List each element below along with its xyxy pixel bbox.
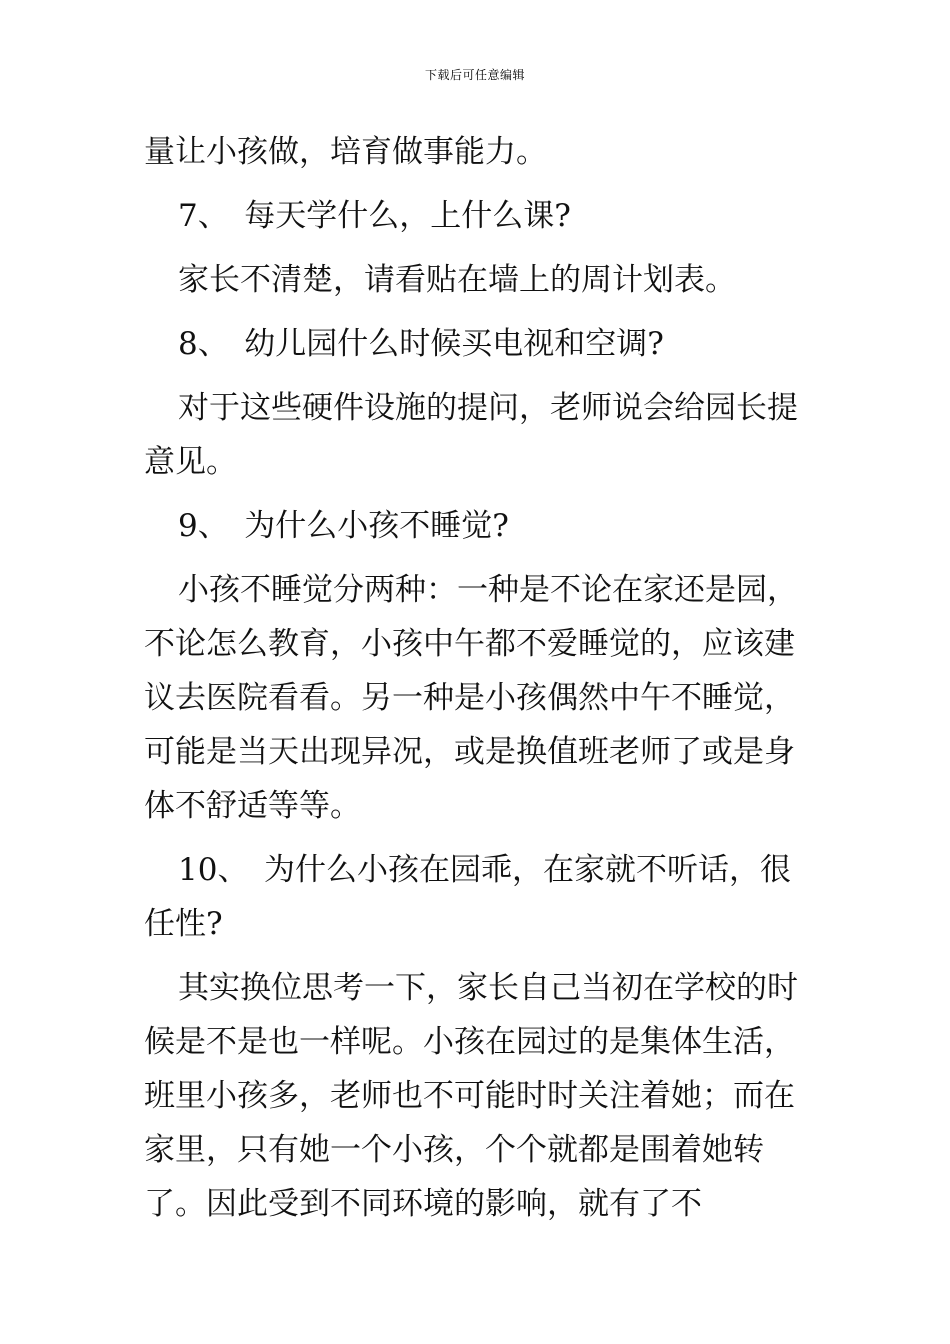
question-8: 8、 幼儿园什么时候买电视和空调?: [178, 326, 664, 362]
answer-8: 对于这些硬件设施的提问，老师说会给园长提意见。: [144, 390, 798, 480]
answer-10: 其实换位思考一下，家长自己当初在学校的时候是不是也一样呢。小孩在园过的是集体生活，班里小孩多，老师也不可能时时关注着她；而在家里，只有她一个小孩，个个就都是围着她转了。因此受到不同环境的影响，就有了不: [144, 970, 798, 1222]
question-9: 9、 为什么小孩不睡觉?: [178, 508, 509, 544]
question-7: 7、 每天学什么，上什么课?: [178, 198, 571, 234]
answer-9: 小孩不睡觉分两种：一种是不论在家还是园，不论怎么教育，小孩中午都不爱睡觉的，应该建议去医院看看。另一种是小孩偶然中午不睡觉，可能是当天出现异况，或是换值班老师了或是身体不舒适等等。: [144, 572, 798, 824]
paragraph-continuation: 量让小孩做，培育做事能力。: [144, 134, 547, 170]
document-body: [144, 125, 816, 1241]
page-header: 下载后可任意编辑: [424, 68, 525, 82]
question-10: 10、 为什么小孩在园乖，在家就不听话，很任性?: [144, 852, 791, 942]
answer-7: 家长不清楚，请看贴在墙上的周计划表。: [178, 262, 736, 298]
